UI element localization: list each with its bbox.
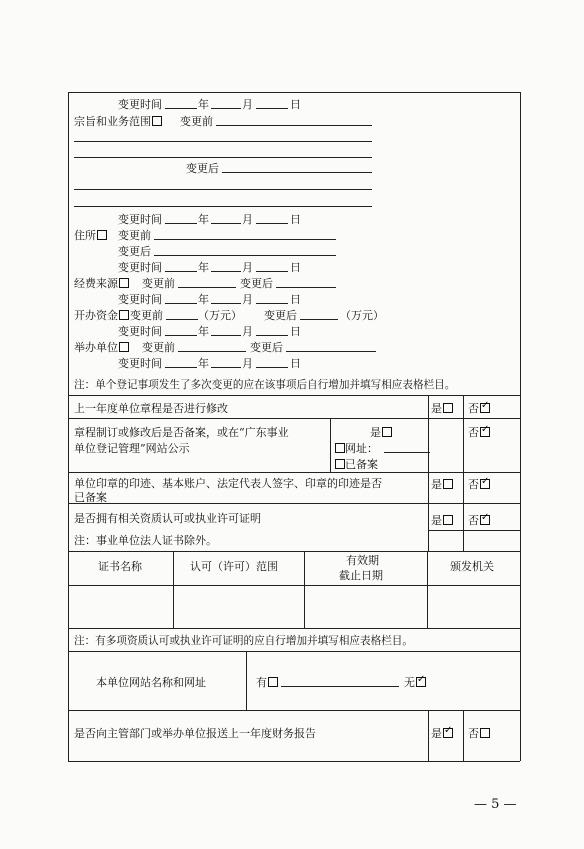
col-divider [173, 551, 174, 628]
site-blank[interactable] [281, 686, 399, 687]
cert-header-valid-cont: 截止日期 [339, 569, 383, 582]
blank-line [211, 108, 241, 109]
blank-line [211, 367, 241, 368]
yes-checkbox[interactable] [443, 403, 453, 413]
blank-line [256, 367, 288, 368]
col-divider [427, 551, 428, 628]
purpose-checkbox[interactable] [152, 116, 162, 126]
seal-question-cont: 已备案 [74, 491, 107, 504]
frame-bottom [68, 761, 520, 762]
col-divider [463, 710, 464, 761]
yes-option: 是 [370, 424, 392, 440]
blank-line [256, 223, 288, 224]
blank-line[interactable] [286, 351, 376, 352]
col-divider [463, 395, 464, 551]
after-label: 变更后 [264, 309, 297, 322]
license-question: 是否拥有相关资质认可或执业许可证明 [74, 512, 261, 525]
blank-line [256, 271, 288, 272]
year-label: 年 [198, 325, 209, 338]
site-label: 本单位网站名称和网址 [96, 676, 206, 689]
filed-option: 已备案 [334, 456, 378, 472]
row-divider [68, 651, 520, 652]
frame-top [68, 92, 520, 93]
blank-line [165, 223, 197, 224]
cert-header-name: 证书名称 [98, 560, 142, 573]
blank-line [165, 108, 197, 109]
blank-line [165, 335, 197, 336]
site-has-option: 有 [256, 674, 278, 690]
charter-modified-question: 上一年度单位章程是否进行修改 [74, 402, 228, 415]
blank-line [165, 303, 197, 304]
blank-line [256, 108, 288, 109]
address-label: 住所 [74, 227, 107, 243]
report-question: 是否向主管部门或举办单位报送上一年度财务报告 [74, 727, 316, 740]
blank-line[interactable] [74, 206, 372, 207]
month-label: 月 [242, 261, 253, 274]
note-multi-license: 注：有多项资质认可或执业许可证明的应自行增加并填写相应表格栏目。 [74, 635, 413, 647]
filed-checkbox[interactable] [335, 459, 345, 469]
year-label: 年 [198, 293, 209, 306]
year-label: 年 [198, 213, 209, 226]
day-label: 日 [290, 325, 301, 338]
blank-line[interactable] [74, 157, 372, 158]
purpose-label: 宗旨和业务范围 [74, 113, 162, 129]
none-checkbox-checked[interactable] [416, 677, 426, 687]
row-divider [68, 395, 520, 396]
blank-line[interactable] [178, 351, 246, 352]
day-label: 日 [290, 261, 301, 274]
no-checkbox-checked[interactable] [480, 403, 490, 413]
yes-checkbox[interactable] [443, 515, 453, 525]
page-number: — 5 — [474, 797, 517, 812]
no-checkbox[interactable] [480, 728, 490, 738]
funding-label: 经费来源 [74, 275, 129, 291]
yes-checkbox[interactable] [443, 479, 453, 489]
has-checkbox[interactable] [268, 677, 278, 687]
before-label: 变更前 [118, 229, 151, 242]
yes-option: 是 [431, 512, 453, 528]
yes-option: 是 [431, 476, 453, 492]
col-divider [330, 418, 331, 472]
no-option: 否✓ [468, 476, 490, 492]
blank-line[interactable] [166, 319, 198, 320]
website-blank[interactable] [384, 452, 430, 453]
cert-header-valid: 有效期 [346, 554, 379, 567]
after-label: 变更后 [186, 162, 219, 175]
funding-checkbox[interactable] [119, 278, 129, 288]
blank-line[interactable] [216, 125, 372, 126]
before-label: 变更前 [142, 341, 175, 354]
charter-filed-question-cont: 单位登记管理”网站公示 [74, 442, 190, 455]
year-label: 年 [198, 357, 209, 370]
time-label: 变更时间 [118, 325, 162, 338]
row-divider [68, 585, 520, 586]
year-label: 年 [198, 261, 209, 274]
before-label: 变更前 [142, 277, 175, 290]
after-label: 变更后 [118, 245, 151, 258]
cert-header-scope: 认可（许可）范围 [190, 560, 278, 573]
year-label: 年 [198, 98, 209, 111]
col-divider [246, 651, 247, 710]
no-option: 否✓ [468, 512, 490, 528]
sponsor-checkbox[interactable] [119, 342, 129, 352]
seal-question: 单位印章的印迹、基本账户、法定代表人签字、印章的印迹是否 [74, 477, 382, 490]
time-label: 变更时间 [118, 357, 162, 370]
before-label: 变更前 [180, 115, 213, 128]
yes-option: 是 [431, 400, 453, 416]
row-divider [68, 472, 520, 473]
month-label: 月 [242, 213, 253, 226]
time-label: 变更时间 [118, 293, 162, 306]
blank-line[interactable] [74, 141, 372, 142]
unit-label: （万元） [198, 309, 242, 322]
blank-line [165, 367, 197, 368]
unit-label: （万元） [340, 309, 384, 322]
blank-line [256, 303, 288, 304]
blank-line[interactable] [74, 189, 372, 190]
col-divider [304, 551, 305, 628]
blank-line [211, 271, 241, 272]
capital-checkbox[interactable] [119, 310, 129, 320]
time-label: 变更时间 [118, 213, 162, 226]
blank-line[interactable] [300, 319, 338, 320]
no-checkbox-checked[interactable] [480, 515, 490, 525]
no-checkbox-checked[interactable] [480, 427, 490, 437]
note-multi-change: 注：单个登记事项发生了多次变更的应在该事项后自行增加并填写相应表格栏目。 [74, 379, 456, 391]
row-divider [68, 418, 520, 419]
time-label: 变更时间 [118, 98, 162, 111]
blank-line[interactable] [154, 239, 336, 240]
row-divider [68, 628, 520, 629]
day-label: 日 [290, 98, 301, 111]
after-label: 变更后 [240, 277, 273, 290]
before-label: 变更前 [130, 309, 163, 322]
frame-left [68, 92, 69, 761]
address-checkbox[interactable] [97, 230, 107, 240]
no-option: 否✓ [468, 424, 490, 440]
yes-checkbox-checked[interactable] [443, 728, 453, 738]
blank-line[interactable] [276, 287, 336, 288]
month-label: 月 [242, 98, 253, 111]
yes-checkbox[interactable] [382, 427, 392, 437]
blank-line [211, 303, 241, 304]
time-label: 变更时间 [118, 261, 162, 274]
row-divider [68, 710, 520, 711]
col-divider [428, 710, 429, 761]
blank-line[interactable] [222, 172, 372, 173]
row-divider [68, 503, 520, 504]
blank-line[interactable] [154, 255, 336, 256]
site-none-option: 无✓ [404, 674, 426, 690]
charter-filed-question: 章程制订或修改后是否备案，或在“广东事业 [74, 426, 289, 439]
day-label: 日 [290, 357, 301, 370]
website-checkbox[interactable] [335, 443, 345, 453]
blank-line [211, 335, 241, 336]
blank-line [256, 335, 288, 336]
row-divider [68, 551, 520, 552]
blank-line [165, 271, 197, 272]
frame-right [520, 92, 521, 761]
license-note: 注：事业单位法人证书除外。 [74, 534, 217, 547]
no-option: 否✓ [468, 400, 490, 416]
blank-line[interactable] [178, 287, 236, 288]
month-label: 月 [242, 293, 253, 306]
month-label: 月 [242, 357, 253, 370]
sponsor-label: 举办单位 [74, 339, 129, 355]
no-checkbox-checked[interactable] [480, 479, 490, 489]
month-label: 月 [242, 325, 253, 338]
capital-label: 开办资金 [74, 307, 129, 323]
no-option: 否 [468, 725, 490, 741]
col-divider [428, 395, 429, 551]
row-divider [428, 530, 520, 531]
day-label: 日 [290, 293, 301, 306]
blank-line [211, 223, 241, 224]
website-option: 网址： [334, 440, 378, 456]
yes-option: 是✓ [431, 725, 453, 741]
cert-header-issuer: 颁发机关 [450, 560, 494, 573]
day-label: 日 [290, 213, 301, 226]
after-label: 变更后 [250, 341, 283, 354]
